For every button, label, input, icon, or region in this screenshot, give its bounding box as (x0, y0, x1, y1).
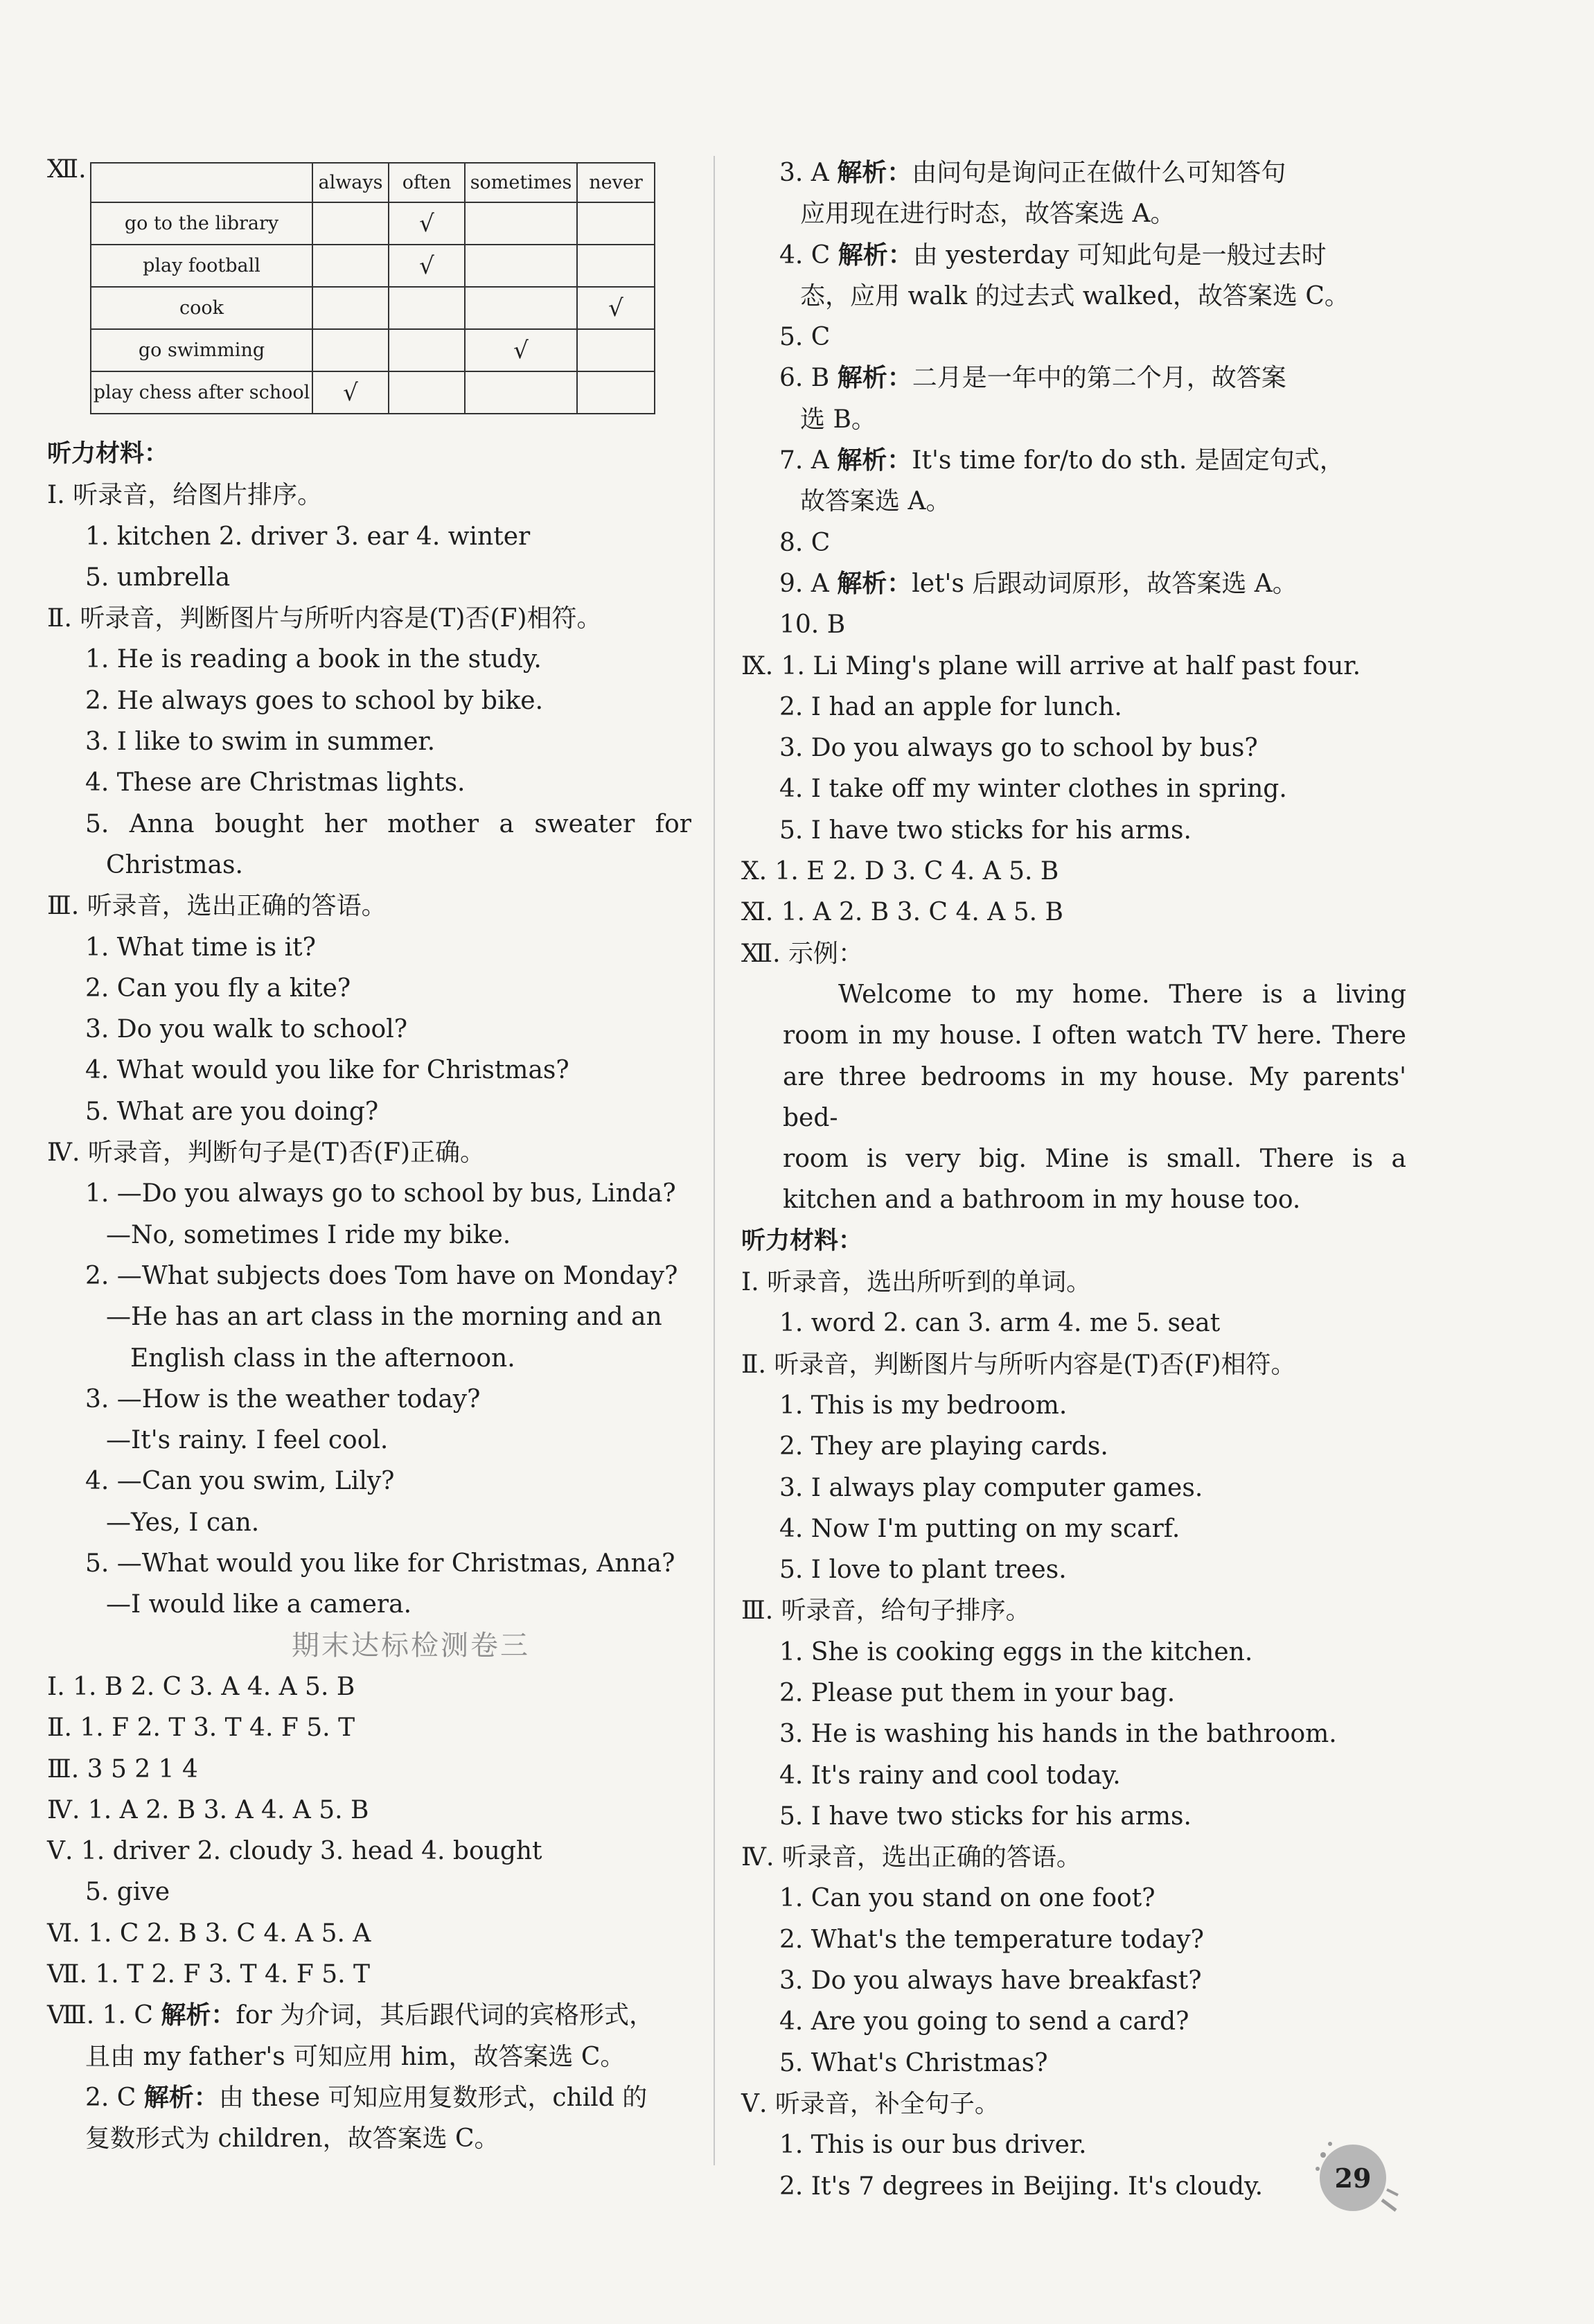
check-cell (312, 287, 389, 329)
explanation-keyword: 解析： (838, 240, 913, 270)
dialogue-line: 1. —Do you always go to school by bus, Linda? (85, 1179, 676, 1208)
table-header-row (91, 163, 655, 202)
answer-line: Ⅺ. 1. A 2. B 3. C 4. A 5. B (741, 898, 1063, 927)
answer-line: 5. I have two sticks for his arms. (779, 816, 1192, 845)
dialogue-line: 4. —Can you swim, Lily? (85, 1467, 395, 1496)
check-cell (389, 287, 465, 329)
essay-line: are three bedrooms in my house. My parents' bed- (783, 1062, 1406, 1132)
check-cell: √ (312, 371, 389, 414)
list-item: 4. What would you like for Christmas? (85, 1056, 569, 1085)
list-item: 2. Please put them in your bag. (779, 1678, 1176, 1707)
list-item: 3. I always play computer games. (779, 1473, 1203, 1502)
column-divider (714, 156, 715, 2165)
section-heading: Ⅰ. 听录音，给图片排序。 (47, 481, 323, 510)
section-heading: Ⅱ. 听录音，判断图片与所听内容是(T)否(F)相符。 (741, 1350, 1296, 1379)
list-item: 1. This is our bus driver. (779, 2131, 1087, 2160)
answer-label: 7. A (779, 446, 829, 475)
essay-line: room is very big. Mine is small. There is a (783, 1145, 1406, 1174)
check-cell (312, 245, 389, 287)
explanation-text: 选 B。 (800, 405, 876, 434)
answer-line: 3. Do you always go to school by bus? (779, 734, 1258, 763)
list-item: 5. What's Christmas? (779, 2048, 1048, 2077)
essay-line: room in my house. I often watch TV here. There (783, 1021, 1406, 1050)
list-item: 5. I love to plant trees. (779, 1556, 1067, 1585)
check-cell (465, 287, 577, 329)
list-item: 5. I have two sticks for his arms. (779, 1802, 1192, 1831)
answer-line: Ⅳ. 1. A 2. B 3. A 4. A 5. B (47, 1795, 369, 1824)
dialogue-line: —I would like a camera. (106, 1590, 412, 1619)
list-item: 3. Do you walk to school? (85, 1015, 408, 1044)
check-cell: √ (389, 202, 465, 245)
activity-cell: cook (91, 287, 312, 329)
list-item: 1. This is my bedroom. (779, 1391, 1068, 1420)
list-item: 5. Anna bought her mother a sweater for (85, 809, 691, 838)
explanation-text: for 为介词，其后跟代词的宾格形式， (236, 2001, 655, 2030)
answer-line: 5. give (85, 1878, 170, 1907)
explanation-keyword: 解析： (837, 159, 912, 187)
table-row (91, 329, 655, 371)
activity-cell: go to the library (91, 202, 312, 245)
table-row (91, 371, 655, 414)
check-cell (577, 329, 655, 371)
dialogue-line: 2. —What subjects does Tom have on Monday? (85, 1261, 678, 1290)
explanation-keyword: 解析： (143, 2083, 219, 2112)
check-cell (389, 329, 465, 371)
answer-line: Ⅵ. 1. C 2. B 3. C 4. A 5. A (47, 1919, 371, 1948)
answer-explanation (47, 1995, 691, 2036)
answer-line: Ⅰ. 1. B 2. C 3. A 4. A 5. B (47, 1672, 355, 1701)
answer-label: 4. C (779, 240, 831, 270)
check-cell: √ (465, 329, 577, 371)
list-item: 1. word 2. can 3. arm 4. me 5. seat (779, 1309, 1221, 1338)
explanation-text: It's time for/to do sth. 是固定句式， (912, 446, 1345, 475)
page-number: 29 (1320, 2145, 1386, 2211)
explanation-text: 态，应用 walk 的过去式 walked，故答案选 C。 (800, 281, 1349, 310)
answer-line: Ⅻ. 示例： (741, 939, 864, 968)
check-cell (389, 371, 465, 414)
table-row (91, 202, 655, 245)
section-heading: Ⅴ. 听录音，补全句子。 (741, 2089, 1000, 2118)
explanation-text: 故答案选 A。 (800, 487, 951, 516)
explanation-text: 由问句是询问正在做什么可知答句 (912, 159, 1286, 187)
dialogue-line: —No, sometimes I ride my bike. (106, 1220, 511, 1249)
activity-cell: play chess after school (91, 371, 312, 414)
listening-material-title: 听力材料： (741, 1226, 863, 1255)
list-item: 1. He is reading a book in the study. (85, 645, 542, 674)
answer-explanation (741, 358, 1406, 398)
frequency-table (90, 162, 655, 414)
essay-line: Welcome to my home. There is a living (838, 980, 1406, 1009)
explanation-text: 且由 my father's 可知应用 him，故答案选 C。 (85, 2042, 626, 2071)
answer-label: 3. A (779, 159, 829, 187)
list-item: 3. I like to swim in summer. (85, 728, 436, 757)
section-heading: Ⅲ. 听录音，给句子排序。 (741, 1596, 1031, 1626)
explanation-text: 复数形式为 children，故答案选 C。 (85, 2124, 499, 2154)
list-item: 1. She is cooking eggs in the kitchen. (779, 1637, 1253, 1666)
check-cell: √ (389, 245, 465, 287)
check-cell (465, 371, 577, 414)
explanation-text: 由 yesterday 可知此句是一般过去时 (912, 240, 1327, 270)
list-item: 2. They are playing cards. (779, 1432, 1108, 1461)
table-header-cell (91, 163, 312, 202)
table-header-cell: never (577, 163, 655, 202)
section-heading: Ⅳ. 听录音，选出正确的答语。 (741, 1843, 1081, 1872)
section-number: Ⅻ. (47, 155, 87, 184)
essay-line: kitchen and a bathroom in my house too. (783, 1186, 1301, 1215)
exam-title: 期末达标检测卷三 (292, 1629, 530, 1662)
list-item: 1. Can you stand on one foot? (779, 1884, 1155, 1913)
dialogue-line: English class in the afternoon. (130, 1344, 515, 1373)
dialogue-line: —Yes, I can. (106, 1508, 260, 1537)
activity-cell: go swimming (91, 329, 312, 371)
left-column (47, 152, 691, 2159)
explanation-keyword: 解析： (161, 2001, 236, 2030)
list-item: 5. What are you doing? (85, 1097, 379, 1126)
dialogue-line: 3. —How is the weather today? (85, 1384, 481, 1414)
section-heading: Ⅱ. 听录音，判断图片与所听内容是(T)否(F)相符。 (47, 604, 602, 633)
answer-line: Ⅹ. 1. E 2. D 3. C 4. A 5. B (741, 857, 1059, 886)
answer-explanation (741, 563, 1406, 604)
list-item-continued: Christmas. (106, 850, 243, 879)
list-item: 5. umbrella (85, 563, 231, 592)
answer-line: 4. I take off my winter clothes in spring. (779, 775, 1287, 804)
check-cell (577, 202, 655, 245)
answer-line: Ⅸ. 1. Li Ming's plane will arrive at half past four. (741, 651, 1361, 680)
check-cell (465, 202, 577, 245)
check-cell (577, 245, 655, 287)
activity-cell: play football (91, 245, 312, 287)
table-header-cell: often (389, 163, 465, 202)
list-item: 4. Now I'm putting on my scarf. (779, 1514, 1180, 1543)
listening-material-title: 听力材料： (47, 440, 169, 468)
answer-line: Ⅲ. 3 5 2 1 4 (47, 1754, 198, 1784)
dialogue-line: —He has an art class in the morning and an (106, 1303, 662, 1332)
answer-explanation (741, 152, 1406, 193)
answer-explanation (47, 2077, 691, 2118)
answer-line: 10. B (779, 610, 846, 640)
list-item: 3. He is washing his hands in the bathroom. (779, 1720, 1337, 1749)
explanation-keyword: 解析： (837, 446, 912, 475)
answer-line: 5. C (779, 323, 831, 352)
answer-label: Ⅷ. 1. C (47, 2001, 153, 2030)
check-cell (312, 329, 389, 371)
list-item: 3. Do you always have breakfast? (779, 1966, 1202, 1996)
right-column (741, 152, 1406, 2207)
answer-label: 2. C (85, 2083, 136, 2112)
answer-line: Ⅱ. 1. F 2. T 3. T 4. F 5. T (47, 1714, 355, 1743)
explanation-text: let's 后跟动词原形，故答案选 A。 (912, 569, 1298, 598)
explanation-text: 应用现在进行时态，故答案选 A。 (800, 200, 1176, 229)
answer-line: 2. I had an apple for lunch. (779, 692, 1122, 721)
frequency-table-section (47, 152, 691, 434)
dialogue-line: 5. —What would you like for Christmas, Anna? (85, 1549, 675, 1578)
list-item: 2. What's the temperature today? (779, 1925, 1204, 1954)
table-row (91, 287, 655, 329)
answer-explanation (741, 440, 1406, 481)
table-header-cell: sometimes (465, 163, 577, 202)
table-header-cell: always (312, 163, 389, 202)
list-item: 1. kitchen 2. driver 3. ear 4. winter (85, 522, 531, 551)
answer-line: Ⅶ. 1. T 2. F 3. T 4. F 5. T (47, 1960, 371, 1989)
explanation-keyword: 解析： (837, 569, 912, 598)
dialogue-line: —It's rainy. I feel cool. (106, 1426, 389, 1455)
list-item: 2. He always goes to school by bike. (85, 686, 544, 715)
answer-label: 6. B (779, 364, 830, 393)
section-heading: Ⅰ. 听录音，选出所听到的单词。 (741, 1268, 1092, 1297)
explanation-text: 二月是一年中的第二个月，故答案 (912, 364, 1286, 393)
list-item: 4. Are you going to send a card? (779, 2007, 1189, 2036)
list-item: 4. These are Christmas lights. (85, 768, 466, 798)
check-cell: √ (577, 287, 655, 329)
answer-label: 9. A (779, 569, 829, 598)
explanation-keyword: 解析： (837, 364, 912, 393)
section-heading: Ⅳ. 听录音，判断句子是(T)否(F)正确。 (47, 1138, 486, 1168)
answer-line: 8. C (779, 528, 831, 557)
check-cell (312, 202, 389, 245)
answer-line: Ⅴ. 1. driver 2. cloudy 3. head 4. bought (47, 1837, 542, 1866)
table-row (91, 245, 655, 287)
list-item: 4. It's rainy and cool today. (779, 1761, 1121, 1790)
list-item: 2. It's 7 degrees in Beijing. It's cloudy. (779, 2172, 1264, 2201)
answer-explanation (741, 235, 1406, 276)
list-item: 2. Can you fly a kite? (85, 974, 351, 1003)
check-cell (577, 371, 655, 414)
section-heading: Ⅲ. 听录音，选出正确的答语。 (47, 892, 387, 921)
list-item: 1. What time is it? (85, 933, 316, 962)
check-cell (465, 245, 577, 287)
explanation-text: 由 these 可知应用复数形式，child 的 (218, 2083, 648, 2112)
